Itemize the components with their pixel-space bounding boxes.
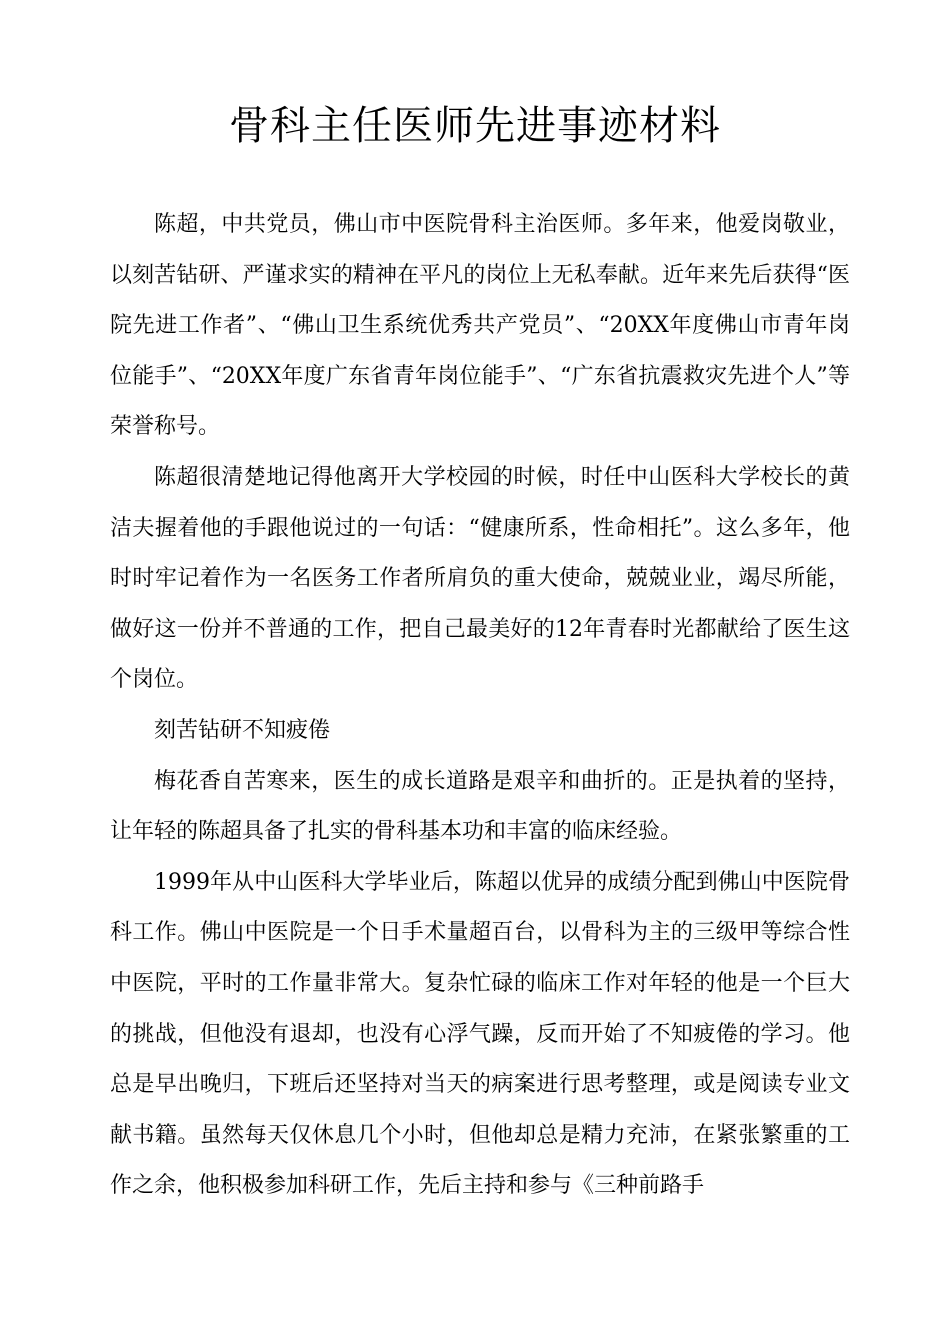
section-heading: 刻苦钻研不知疲倦	[154, 717, 331, 743]
document-title: 骨科主任医师先进事迹材料	[229, 103, 721, 149]
document-body	[110, 200, 850, 1212]
paragraph-growth: 梅花香自苦寒来，医生的成长道路是艰辛和曲折的。正是执着的坚持，让年轻的陈超具备了扎实的骨科基本功和丰富的临床经验。	[110, 768, 850, 845]
paragraph-memory: 陈超很清楚地记得他离开大学校园的时候，时任中山医科大学校长的黄洁夫握着他的手跟他说过的一句话：“健康所系，性命相托”。这么多年，他时时牢记着作为一名医务工作者所肩负的重大使命，兢兢业业，竭尽所能，做好这一份并不普通的工作，把自己最美好的12年青春时光都献给了医生这个岗位。	[110, 464, 850, 693]
paragraph-intro: 陈超，中共党员，佛山市中医院骨科主治医师。多年来，他爱岗敬业，以刻苦钻研、严谨求实的精神在平凡的岗位上无私奉献。近年来先后获得“医院先进工作者”、“佛山卫生系统优秀共产党员”、“20XX年度佛山市青年岗位能手”、“20XX年度广东省青年岗位能手”、“广东省抗震救灾先进个人”等荣誉称号。	[110, 212, 850, 440]
paragraph-career: 1999年从中山医科大学毕业后，陈超以优异的成绩分配到佛山中医院骨科工作。佛山中医院是一个日手术量超百台，以骨科为主的三级甲等综合性中医院，平时的工作量非常大。复杂忙碌的临床工作对年轻的他是一个巨大的挑战，但他没有退却，也没有心浮气躁，反而开始了不知疲倦的学习。他总是早出晚归，下班后还坚持对当天的病案进行思考整理，或是阅读专业文献书籍。虽然每天仅休息几个小时，但他却总是精力充沛，在紧张繁重的工作之余，他积极参加科研工作，先后主持和参与《三种前路手	[110, 869, 850, 1199]
